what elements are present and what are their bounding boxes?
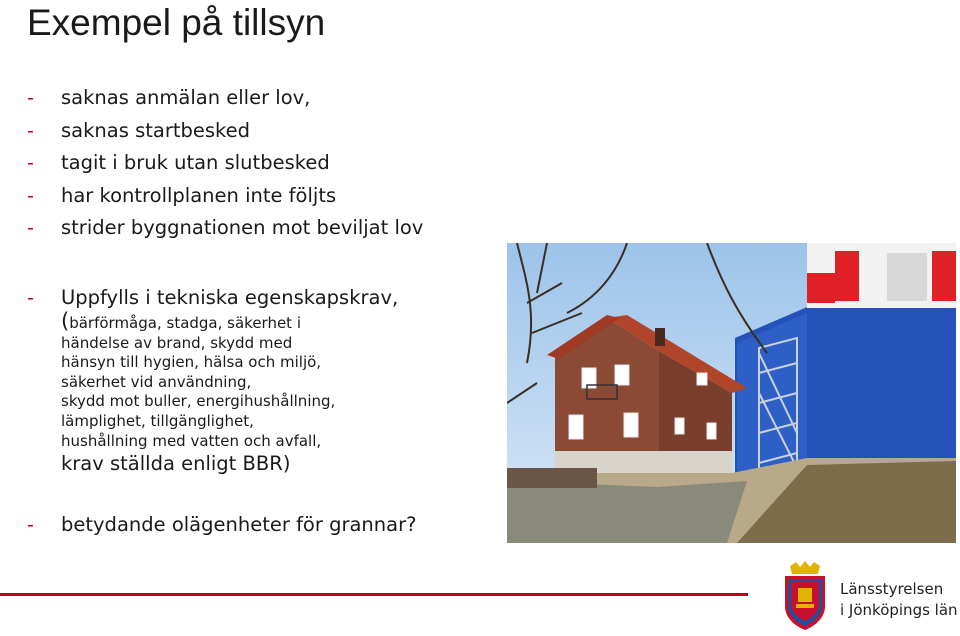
bullet-dash: -	[27, 217, 34, 240]
bullet-text: saknas startbesked	[61, 118, 250, 142]
bullet-dash: -	[27, 119, 34, 142]
bullet-list	[27, 82, 507, 542]
requirements-heading	[27, 283, 507, 313]
requirements-detail-line: lämplighet, tillgänglighet,	[61, 411, 254, 430]
coat-of-arms-logo	[782, 560, 828, 632]
requirements-detail-line: skydd mot buller, energihushållning,	[61, 392, 336, 411]
detail-text: bärförmåga, stadga, säkerhet i	[69, 313, 301, 332]
logo-line-2: i Jönköpings län	[840, 601, 958, 619]
bullet-dash: -	[27, 87, 34, 109]
requirements-details	[27, 308, 507, 451]
building-photo	[507, 243, 956, 543]
bullet-dash: -	[27, 152, 34, 175]
bullet-text: saknas anmälan eller lov,	[61, 86, 311, 109]
bullet-item	[27, 180, 507, 213]
open-parenthesis: (	[61, 308, 70, 333]
bullet-item	[27, 147, 507, 180]
footer-divider	[0, 593, 748, 596]
bullet-item	[27, 82, 507, 115]
slide-title: Exempel på tillsyn	[27, 2, 326, 43]
requirements-detail-line: säkerhet vid användning,	[61, 372, 252, 391]
requirements-detail-line: hänsyn till hygien, hälsa och miljö,	[61, 353, 322, 372]
requirements-detail-line	[61, 308, 507, 334]
bullet-item	[27, 115, 507, 148]
requirements-detail-line: hushållning med vatten och avfall,	[61, 431, 322, 450]
logo-line-1: Länsstyrelsen	[840, 580, 944, 598]
bullet-text: har kontrollplanen inte följts	[61, 183, 337, 207]
coat-of-arms-icon	[782, 560, 828, 632]
bullet-text: betydande olägenheter för grannar?	[61, 513, 417, 537]
requirements-final: krav ställda enligt BBR)	[61, 452, 291, 476]
requirements-detail-line: händelse av brand, skydd med	[61, 333, 293, 352]
bullet-dash: -	[27, 286, 34, 309]
bullet-dash: -	[27, 514, 34, 537]
bullet-item	[27, 509, 507, 542]
requirements-heading-text: Uppfylls i tekniska egenskapskrav,	[61, 285, 399, 309]
bullet-item	[27, 212, 507, 245]
logo-wordmark	[840, 579, 958, 621]
bullet-text: tagit i bruk utan slutbesked	[61, 151, 330, 175]
building-photo-illustration	[507, 243, 956, 543]
bullet-text: strider byggnationen mot beviljat lov	[61, 216, 424, 240]
bullet-dash: -	[27, 184, 34, 207]
